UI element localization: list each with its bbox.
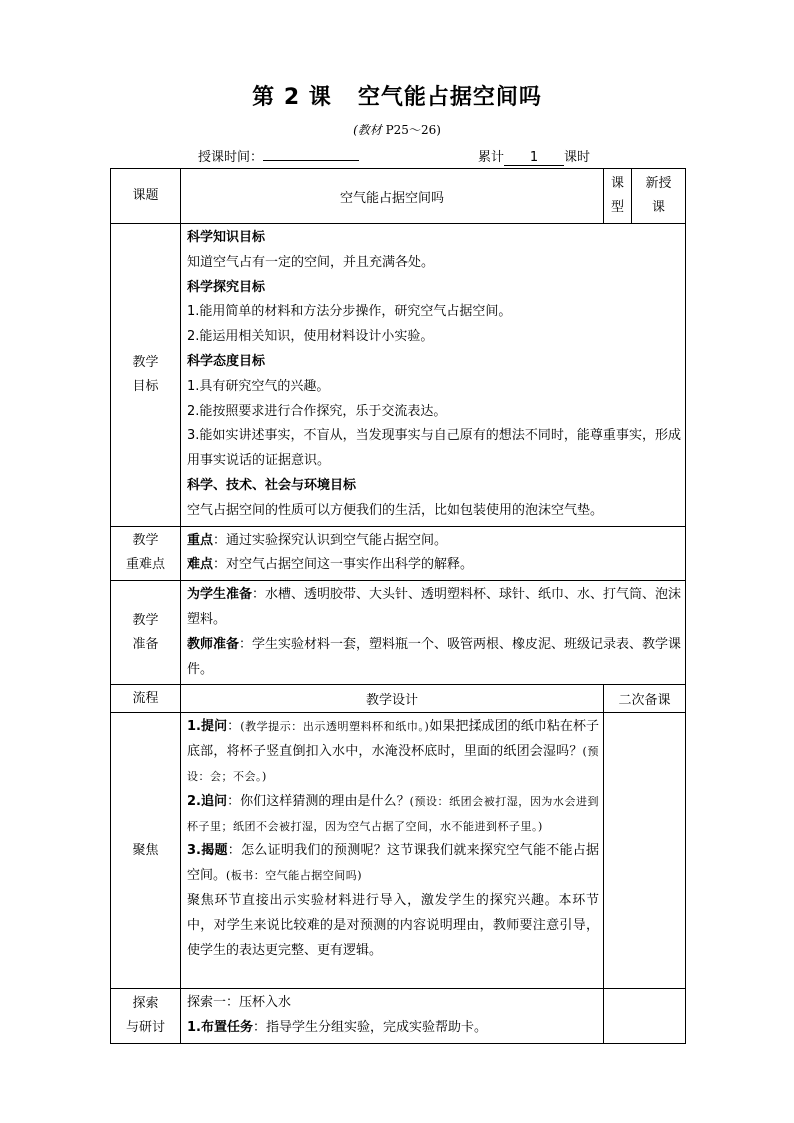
explore-label: 探索 与研讨 (111, 989, 181, 1044)
focus-content (181, 713, 604, 989)
textbook-reference (0, 121, 794, 138)
focus-second-prep (604, 713, 686, 989)
row-preparation (111, 581, 686, 685)
keypoints-label: 教学 重难点 (111, 526, 181, 581)
focus-question-3: 3.揭题：怎么证明我们的预测呢？这节课我们就来探究空气能不能占据空间。(板书：空气能占据空间吗) (187, 843, 600, 884)
explore-content (181, 989, 604, 1044)
explore-task: 1.布置任务：指导学生分组实验，完成实验帮助卡。 (187, 1020, 487, 1036)
lesson-number: 第 2 课 (252, 85, 332, 110)
focus-question-2: 2.追问：你们这样猜测的理由是什么？(预设：纸团会被打湿，因为水会进到杯子里；纸团不会被打湿，因为空气占据了空间，水不能进到杯子里。) (187, 793, 600, 833)
cumulative-label: 累计 (478, 150, 505, 165)
preparation-label: 教学 准备 (111, 581, 181, 685)
attitude-goal-1: 1.具有研究空气的兴趣。 (187, 378, 330, 394)
lesson-plan-table (110, 168, 686, 1044)
cumulative-unit: 课时 (564, 150, 591, 165)
attitude-goal-3: 3.能如实讲述事实，不盲从，当发现事实与自己原有的想法不同时，能尊重事实，形成用事实说话的证据意识。 (187, 428, 682, 469)
sts-goal-heading: 科学、技术、社会与环境目标 (187, 477, 357, 493)
knowledge-goal-1: 知道空气占有一定的空间，并且充满各处。 (187, 254, 435, 270)
teaching-time-blank (263, 160, 359, 161)
inquiry-goal-1: 1.能用简单的材料和方法分步操作，研究空气占据空间。 (187, 304, 512, 320)
preparation-content (181, 581, 686, 685)
sts-goal-1: 空气占据空间的性质可以方便我们的生活，比如包装使用的泡沫空气垫。 (187, 502, 604, 518)
cumulative-value: 1 (504, 151, 564, 166)
focus-note: 聚焦环节直接出示实验材料进行导入，激发学生的探究兴趣。本环节中，对学生来说比较难的是对预测的内容说明理由，教师要注意引导，使学生的表达更完整、更有逻辑。 (187, 892, 600, 958)
focus-label: 聚焦 (111, 713, 181, 989)
topic-label: 课题 (111, 169, 181, 224)
teaching-time (198, 146, 359, 165)
textbook-ref-label: (教材 (353, 123, 382, 137)
row-design-header (111, 685, 686, 713)
teacher-prep: 教师准备：学生实验材料一套，塑料瓶一个、吸管两根、橡皮泥、班级记录表、教学课件。 (187, 636, 682, 677)
lesson-name: 空气能占据空间吗 (357, 85, 542, 110)
process-header: 流程 (111, 685, 181, 713)
attitude-goal-2: 2.能按照要求进行合作探究，乐于交流表达。 (187, 403, 447, 419)
second-prep-header: 二次备课 (604, 685, 686, 713)
row-explore (111, 989, 686, 1044)
design-header: 教学设计 (181, 685, 604, 713)
keypoints-content (181, 526, 686, 581)
difficult-point: 难点：对空气占据空间这一事实作出科学的解释。 (187, 557, 474, 573)
student-prep: 为学生准备：水槽、透明胶带、大头针、透明塑料杯、球针、纸巾、水、打气筒、泡沫塑料。 (187, 587, 682, 627)
key-point: 重点：通过实验探究认识到空气能占据空间。 (187, 532, 448, 548)
explore-second-prep (604, 989, 686, 1044)
lesson-type-label: 课 型 (604, 169, 632, 224)
topic-value: 空气能占据空间吗 (181, 169, 604, 224)
goals-content (181, 224, 686, 527)
teaching-time-label: 授课时间： (198, 150, 264, 165)
row-goals (111, 224, 686, 527)
focus-question-1: 1.提问：(教学提示：出示透明塑料杯和纸巾。)如果把揉成团的纸巾粘在杯子底部，将杯子竖直倒扣入水中，水淹没杯底时，里面的纸团会湿吗？(预设：会；不会。) (187, 719, 600, 783)
row-topic (111, 169, 686, 224)
goals-label: 教学 目标 (111, 224, 181, 527)
row-focus (111, 713, 686, 989)
lesson-title (0, 80, 794, 111)
explore-1-title: 探索一：压杯入水 (187, 995, 292, 1011)
textbook-ref-pages: P25～26) (381, 123, 441, 137)
lesson-type-value: 新授 课 (632, 169, 686, 224)
row-keypoints (111, 526, 686, 581)
inquiry-goal-heading: 科学探究目标 (187, 279, 266, 295)
attitude-goal-heading: 科学态度目标 (187, 353, 266, 369)
inquiry-goal-2: 2.能运用相关知识，使用材料设计小实验。 (187, 329, 434, 345)
knowledge-goal-heading: 科学知识目标 (187, 230, 266, 245)
cumulative-hours (478, 146, 590, 166)
